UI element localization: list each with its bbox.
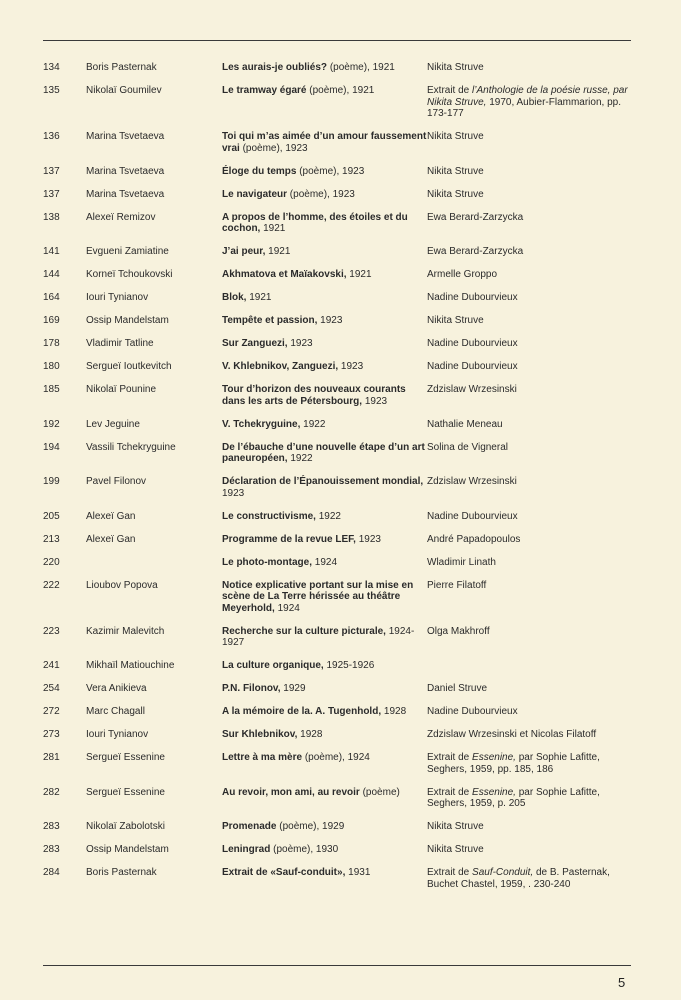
author-name: Vassili Tchekryguine <box>86 441 176 453</box>
page-ref: 192 <box>43 418 60 430</box>
page-ref: 137 <box>43 165 60 177</box>
translator-text: Ewa Berard-Zarzycka <box>427 211 524 223</box>
work-title-cell <box>222 752 427 764</box>
work-title-cell <box>222 246 427 258</box>
work-date: 1923 <box>222 487 245 499</box>
translator-text: Nikita Struve <box>427 821 484 832</box>
translator-text: Nikita Struve <box>427 844 484 855</box>
page-ref: 273 <box>43 729 60 740</box>
table-row <box>43 867 643 890</box>
author-name: Iouri Tynianov <box>86 729 149 740</box>
page-ref: 222 <box>43 579 60 591</box>
work-date: 1922 <box>287 453 313 464</box>
work-title-cell <box>222 212 427 235</box>
translator-text: Nikita Struve <box>427 62 484 73</box>
author-name: Kazimir Malevitch <box>86 625 165 637</box>
work-title: Tour d’horizon des nouveaux courants dans les arts de Pétersbourg, <box>222 384 406 407</box>
table-row <box>43 338 643 350</box>
translator-text: Essenine, <box>472 786 516 798</box>
table-row <box>43 442 643 465</box>
work-title: Le photo-montage, <box>222 556 312 568</box>
work-date: 1923 <box>338 361 364 372</box>
work-title: Recherche sur la culture picturale, <box>222 625 386 637</box>
translator-text: Nikita Struve <box>427 131 484 142</box>
table-row <box>43 511 643 523</box>
table-row <box>43 361 643 373</box>
translator-cell <box>427 534 639 546</box>
translator-cell <box>427 580 639 592</box>
translator-text: Nikita Struve <box>427 165 484 177</box>
work-title-cell <box>222 269 427 281</box>
translator-cell <box>427 706 639 718</box>
author-name: Alexeï Gan <box>86 533 136 545</box>
translator-cell <box>427 269 639 281</box>
work-date: 1924 <box>274 602 300 614</box>
work-title: Le tramway égaré <box>222 85 307 96</box>
contents-table <box>43 62 643 902</box>
work-title-cell <box>222 511 427 523</box>
translator-cell <box>427 384 639 396</box>
work-date: 1922 <box>300 418 326 430</box>
translator-text: Extrait de <box>427 867 473 878</box>
work-title: Sur Khlebnikov, <box>222 729 298 740</box>
table-row <box>43 706 643 718</box>
work-date: 1922 <box>315 510 341 522</box>
work-title: A propos de l’homme, des étoiles et du cochon, <box>222 211 408 234</box>
translator-text: par Sophie Lafitte, Seghers, 1959, p. 205 <box>427 786 600 809</box>
work-title-cell <box>222 867 427 879</box>
translator-cell <box>427 476 639 488</box>
translator-cell <box>427 867 639 890</box>
translator-cell <box>427 62 639 74</box>
work-date: 1929 <box>280 683 306 694</box>
work-title-cell <box>222 683 427 695</box>
work-date: 1921 <box>246 292 272 303</box>
translator-text: Nadine Dubourvieux <box>427 510 518 522</box>
page-ref: 282 <box>43 786 60 798</box>
author-name: Nikolaï Goumilev <box>86 85 162 96</box>
table-row <box>43 292 643 304</box>
work-title-cell <box>222 85 427 97</box>
author-name: Mikhaïl Matiouchine <box>86 660 175 671</box>
work-title-cell <box>222 338 427 350</box>
work-date: (poème), 1921 <box>327 62 395 73</box>
work-title: Programme de la revue LEF, <box>222 533 356 545</box>
work-date: (poème), 1929 <box>276 821 345 832</box>
work-title-cell <box>222 660 427 672</box>
work-date: 1928 <box>381 706 407 717</box>
translator-cell <box>427 166 639 178</box>
translator-text: l’Anthologie de la poésie russe, par Nikita Struve, <box>427 85 628 108</box>
work-title-cell <box>222 315 427 327</box>
translator-text: Solina de Vigneral <box>427 441 508 453</box>
translator-text: Zdzislaw Wrzesinski et Nicolas Filatoff <box>427 729 597 740</box>
translator-cell <box>427 683 639 695</box>
author-name: Sergueï Ioutkevitch <box>86 361 172 372</box>
work-title: V. Tchekryguine, <box>222 418 301 430</box>
work-date: 1925-1926 <box>323 660 375 671</box>
table-row <box>43 557 643 569</box>
author-name: Evgueni Zamiatine <box>86 246 169 257</box>
translator-cell <box>427 511 639 523</box>
translator-text: Pierre Filatoff <box>427 579 487 591</box>
work-date: 1923 <box>287 338 313 349</box>
table-row <box>43 269 643 281</box>
translator-cell <box>427 626 639 638</box>
top-rule <box>43 40 631 41</box>
table-row <box>43 189 643 201</box>
work-title: Les aurais-je oubliés? <box>222 62 328 73</box>
work-title: Tempête et passion, <box>222 315 318 326</box>
work-title: P.N. Filonov, <box>222 683 281 694</box>
work-date: (poème), 1924 <box>302 752 370 763</box>
work-title: Blok, <box>222 292 247 303</box>
table-row <box>43 166 643 178</box>
page-ref: 169 <box>43 315 60 326</box>
author-name: Lioubov Popova <box>86 579 158 591</box>
translator-cell <box>427 821 639 833</box>
work-title-cell <box>222 131 427 154</box>
table-row <box>43 419 643 431</box>
table-row <box>43 660 643 672</box>
translator-text: Essenine, <box>472 752 516 763</box>
page-ref: 220 <box>43 556 60 568</box>
translator-cell <box>427 131 639 143</box>
work-title-cell <box>222 62 427 74</box>
table-row <box>43 246 643 258</box>
translator-cell <box>427 844 639 856</box>
translator-cell <box>427 729 639 741</box>
table-row <box>43 752 643 775</box>
page-ref: 205 <box>43 510 60 522</box>
page-ref: 178 <box>43 338 60 349</box>
work-title-cell <box>222 580 427 615</box>
page-ref: 144 <box>43 269 60 280</box>
page-ref: 136 <box>43 131 60 142</box>
page-ref: 164 <box>43 292 60 303</box>
page-ref: 138 <box>43 211 60 223</box>
author-name: Marc Chagall <box>86 706 145 717</box>
translator-text: Extrait de <box>427 85 473 96</box>
work-title: Éloge du temps <box>222 165 297 177</box>
work-title: J’ai peur, <box>222 246 266 257</box>
work-title: Akhmatova et Maïakovski, <box>222 269 347 280</box>
translator-text: Ewa Berard-Zarzycka <box>427 246 524 257</box>
translator-cell <box>427 442 639 454</box>
table-row <box>43 626 643 649</box>
translator-cell <box>427 787 639 810</box>
translator-cell <box>427 246 639 258</box>
page-ref: 241 <box>43 660 60 671</box>
table-row <box>43 683 643 695</box>
page-ref: 213 <box>43 533 60 545</box>
translator-cell <box>427 419 639 431</box>
work-title-cell <box>222 419 427 431</box>
table-row <box>43 212 643 235</box>
work-title: Promenade <box>222 821 277 832</box>
work-title-cell <box>222 557 427 569</box>
translator-text: Nadine Dubourvieux <box>427 361 518 372</box>
translator-text: Nathalie Meneau <box>427 418 503 430</box>
author-name: Vladimir Tatline <box>86 338 154 349</box>
work-date: (poème), 1923 <box>296 165 365 177</box>
work-date: 1931 <box>345 867 371 878</box>
author-name: Vera Anikieva <box>86 683 147 694</box>
translator-text: Olga Makhroff <box>427 625 490 637</box>
author-name: Lev Jeguine <box>86 418 140 430</box>
page-ref: 272 <box>43 706 60 717</box>
work-title-cell <box>222 787 427 799</box>
table-row <box>43 476 643 499</box>
table-row <box>43 580 643 615</box>
translator-text: Extrait de <box>427 752 473 763</box>
work-date: 1921 <box>260 223 286 234</box>
page-ref: 134 <box>43 62 60 73</box>
page-ref: 254 <box>43 683 60 694</box>
work-title: V. Khlebnikov, Zanguezi, <box>222 361 339 372</box>
table-row <box>43 131 643 154</box>
translator-text: Zdzislaw Wrzesinski <box>427 476 517 487</box>
work-title: Leningrad <box>222 844 271 855</box>
page-ref: 284 <box>43 867 60 878</box>
author-name: Ossip Mandelstam <box>86 315 169 326</box>
page-ref: 199 <box>43 476 60 487</box>
translator-text: Wladimir Linath <box>427 556 496 568</box>
work-date: 1923 <box>317 315 343 326</box>
work-date: (poème), 1923 <box>239 142 308 154</box>
translator-cell <box>427 292 639 304</box>
work-title: La culture organique, <box>222 660 324 671</box>
translator-text: Zdzislaw Wrzesinski <box>427 384 517 395</box>
translator-text: Nikita Struve <box>427 315 484 326</box>
translator-text: Nadine Dubourvieux <box>427 338 518 349</box>
work-title: Extrait de «Sauf-conduit», <box>222 867 346 878</box>
page-ref: 283 <box>43 821 60 832</box>
author-name: Ossip Mandelstam <box>86 844 169 855</box>
work-title-cell <box>222 706 427 718</box>
work-date: (poème) <box>359 786 400 798</box>
work-date: 1923 <box>362 395 388 407</box>
page-ref: 194 <box>43 441 60 453</box>
work-date: 1921 <box>265 246 291 257</box>
work-title-cell <box>222 476 427 499</box>
work-title: Le constructivisme, <box>222 510 316 522</box>
translator-text: André Papadopoulos <box>427 533 521 545</box>
translator-text: Sauf-Conduit, <box>472 867 534 878</box>
author-name: Boris Pasternak <box>86 62 157 73</box>
page-ref: 283 <box>43 844 60 855</box>
work-title-cell <box>222 361 427 373</box>
work-date: (poème), 1923 <box>287 188 355 200</box>
translator-cell <box>427 338 639 350</box>
work-title-cell <box>222 729 427 741</box>
table-row <box>43 534 643 546</box>
translator-text: Nikita Struve <box>427 188 484 200</box>
work-title-cell <box>222 626 427 649</box>
work-title-cell <box>222 384 427 407</box>
table-row <box>43 787 643 810</box>
author-name: Alexeï Gan <box>86 510 136 522</box>
author-name: Sergueï Essenine <box>86 786 165 798</box>
work-date: (poème), 1930 <box>270 844 339 855</box>
author-name: Nikolaï Pounine <box>86 384 157 395</box>
author-name: Marina Tsvetaeva <box>86 188 165 200</box>
work-title-cell <box>222 821 427 833</box>
page-number: 5 <box>618 975 626 990</box>
work-title-cell <box>222 189 427 201</box>
page-ref: 135 <box>43 85 60 96</box>
page-ref: 185 <box>43 384 60 395</box>
work-title-cell <box>222 442 427 465</box>
table-row <box>43 85 643 120</box>
translator-cell <box>427 361 639 373</box>
work-date: (poème), 1921 <box>306 85 375 96</box>
work-title: Sur Zanguezi, <box>222 338 288 349</box>
translator-cell <box>427 315 639 327</box>
translator-text: Armelle Groppo <box>427 269 498 280</box>
work-date: 1924 <box>312 556 338 568</box>
author-name: Marina Tsvetaeva <box>86 165 165 177</box>
work-title-cell <box>222 292 427 304</box>
author-name: Korneï Tchoukovski <box>86 269 173 280</box>
table-row <box>43 729 643 741</box>
work-date: 1923 <box>355 533 381 545</box>
translator-cell <box>427 557 639 569</box>
translator-text: de B. Pasternak, Buchet Chastel, 1959, . 230-240 <box>427 867 610 890</box>
author-name: Alexeï Remizov <box>86 211 156 223</box>
translator-text: 1970, Aubier-Flammarion, pp. 173-177 <box>427 96 621 119</box>
author-name: Nikolaï Zabolotski <box>86 821 165 832</box>
bottom-rule <box>43 965 631 966</box>
table-row <box>43 384 643 407</box>
page-ref: 223 <box>43 625 60 637</box>
work-title: De l’ébauche d’une nouvelle étape d’un art paneuropéen, <box>222 441 425 464</box>
author-name: Sergueï Essenine <box>86 752 165 763</box>
work-title: Lettre à ma mère <box>222 752 303 763</box>
table-row <box>43 844 643 856</box>
work-title: Toi qui m’as aimée d’un amour faussement vrai <box>222 131 427 154</box>
translator-text: Nadine Dubourvieux <box>427 292 518 303</box>
page-ref: 180 <box>43 361 60 372</box>
work-date: 1921 <box>346 269 372 280</box>
work-title: Notice explicative portant sur la mise en scène de La Terre hérissée au théâtre Meyerhold, <box>222 579 414 614</box>
translator-text: Daniel Struve <box>427 683 488 694</box>
translator-cell <box>427 752 639 775</box>
translator-text: par Sophie Lafitte, Seghers, 1959, pp. 185, 186 <box>427 752 600 775</box>
work-title: A la mémoire de la. A. Tugenhold, <box>222 706 382 717</box>
page-ref: 137 <box>43 188 60 200</box>
work-title-cell <box>222 166 427 178</box>
table-row <box>43 821 643 833</box>
work-title-cell <box>222 534 427 546</box>
table-row <box>43 62 643 74</box>
translator-text: Extrait de <box>427 786 473 798</box>
translator-cell <box>427 212 639 224</box>
translator-text: Nadine Dubourvieux <box>427 706 518 717</box>
author-name: Boris Pasternak <box>86 867 157 878</box>
translator-cell <box>427 189 639 201</box>
work-title: Le navigateur <box>222 188 288 200</box>
page-ref: 281 <box>43 752 60 763</box>
work-title: Déclaration de l’Épanouissement mondial, <box>222 476 424 487</box>
work-title-cell <box>222 844 427 856</box>
work-date: 1928 <box>297 729 323 740</box>
translator-cell <box>427 85 639 120</box>
work-title: Au revoir, mon ami, au revoir <box>222 786 360 798</box>
author-name: Iouri Tynianov <box>86 292 149 303</box>
author-name: Marina Tsvetaeva <box>86 131 165 142</box>
page-ref: 141 <box>43 246 60 257</box>
table-row <box>43 315 643 327</box>
author-name: Pavel Filonov <box>86 476 147 487</box>
work-date: 1924-1927 <box>222 625 415 648</box>
